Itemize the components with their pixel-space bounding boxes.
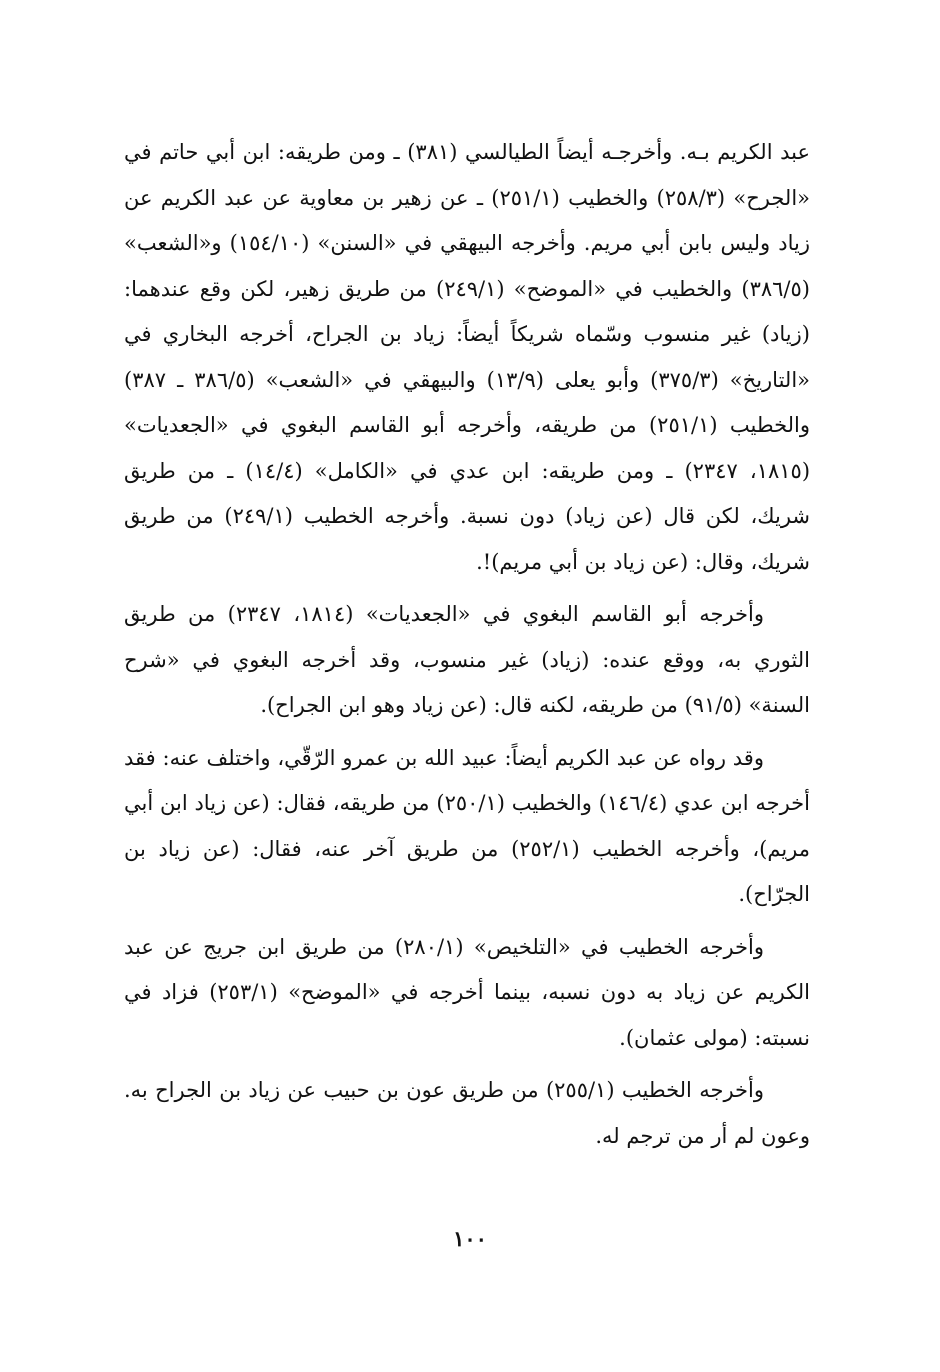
paragraph-baghawi: وأخرجه أبو القاسم البغوي في «الجعديات» (١٨١٤، ٢٣٤٧) من طريق الثوري به، ووقع عنده: (زياد) غير منسوب، وقد أخرجه البغوي في «شرح السنة» (٩١/٥) من طريقه، لكنه قال: (عن زياد وهو ابن الجراح).	[124, 602, 810, 717]
body-text	[124, 130, 810, 1159]
page-number: ١٠٠	[453, 1226, 487, 1251]
paragraph-awn: وأخرجه الخطيب (٢٥٥/١) من طريق عون بن حبيب عن زياد بن الجراح به. وعون لم أر من ترجم له.	[124, 1078, 810, 1148]
paragraph-continuation: عبد الكريم بـه. وأخرجـه أيضاً الطيالسي (٣٨١) ـ ومن طريقه: ابن أبي حاتم في «الجرح» (٢٥٨/٣) والخطيب (٢٥١/١) ـ عن زهير بن معاوية عن عبد الكريم عن زياد وليس بابن أبي مريم. وأخرجه البيهقي في «السنن» (١٥٤/١٠) و«الشعب» (٣٨٦/٥) والخطيب في «الموضح» (٢٤٩/١) من طريق زهير، لكن وقع عندهما: (زياد) غير منسوب وسّماه شريكاً أيضاً: زياد بن الجراح، أخرجه البخاري في «التاريخ» (٣٧٥/٣) وأبو يعلى (١٣/٩) والبيهقي في «الشعب» (٣٨٦/٥ ـ ٣٨٧) والخطيب (٢٥١/١) من طريقه، وأخرجه أبو القاسم البغوي في «الجعديات» (١٨١٥، ٢٣٤٧) ـ ومن طريقه: ابن عدي في «الكامل» (١٤/٤) ـ من طريق شريك، لكن قال (عن زياد) دون نسبة. وأخرجه الخطيب (٢٤٩/١) من طريق شريك، وقال: (عن زياد بن أبي مريم)!.	[124, 140, 811, 574]
paragraph-talkhis: وأخرجه الخطيب في «التلخيص» (٢٨٠/١) من طريق ابن جريج عن عبد الكريم عن زياد به دون نسبه، بينما أخرجه في «الموضح» (٢٥٣/١) فزاد في نسبته: (مولى عثمان).	[124, 934, 810, 1050]
paragraph-raqqi: وقد رواه عن عبد الكريم أيضاً: عبيد الله بن عمرو الرّقّي، واختلف عنه: فقد أخرجه ابن عدي (١٤٦/٤) والخطيب (٢٥٠/١) من طريقه، فقال: (عن زياد ابن أبي مريم)، وأخرجه الخطيب (٢٥٢/١) من طريق آخر عنه، فقال: (عن زياد بن الجرّاح).	[124, 745, 810, 906]
